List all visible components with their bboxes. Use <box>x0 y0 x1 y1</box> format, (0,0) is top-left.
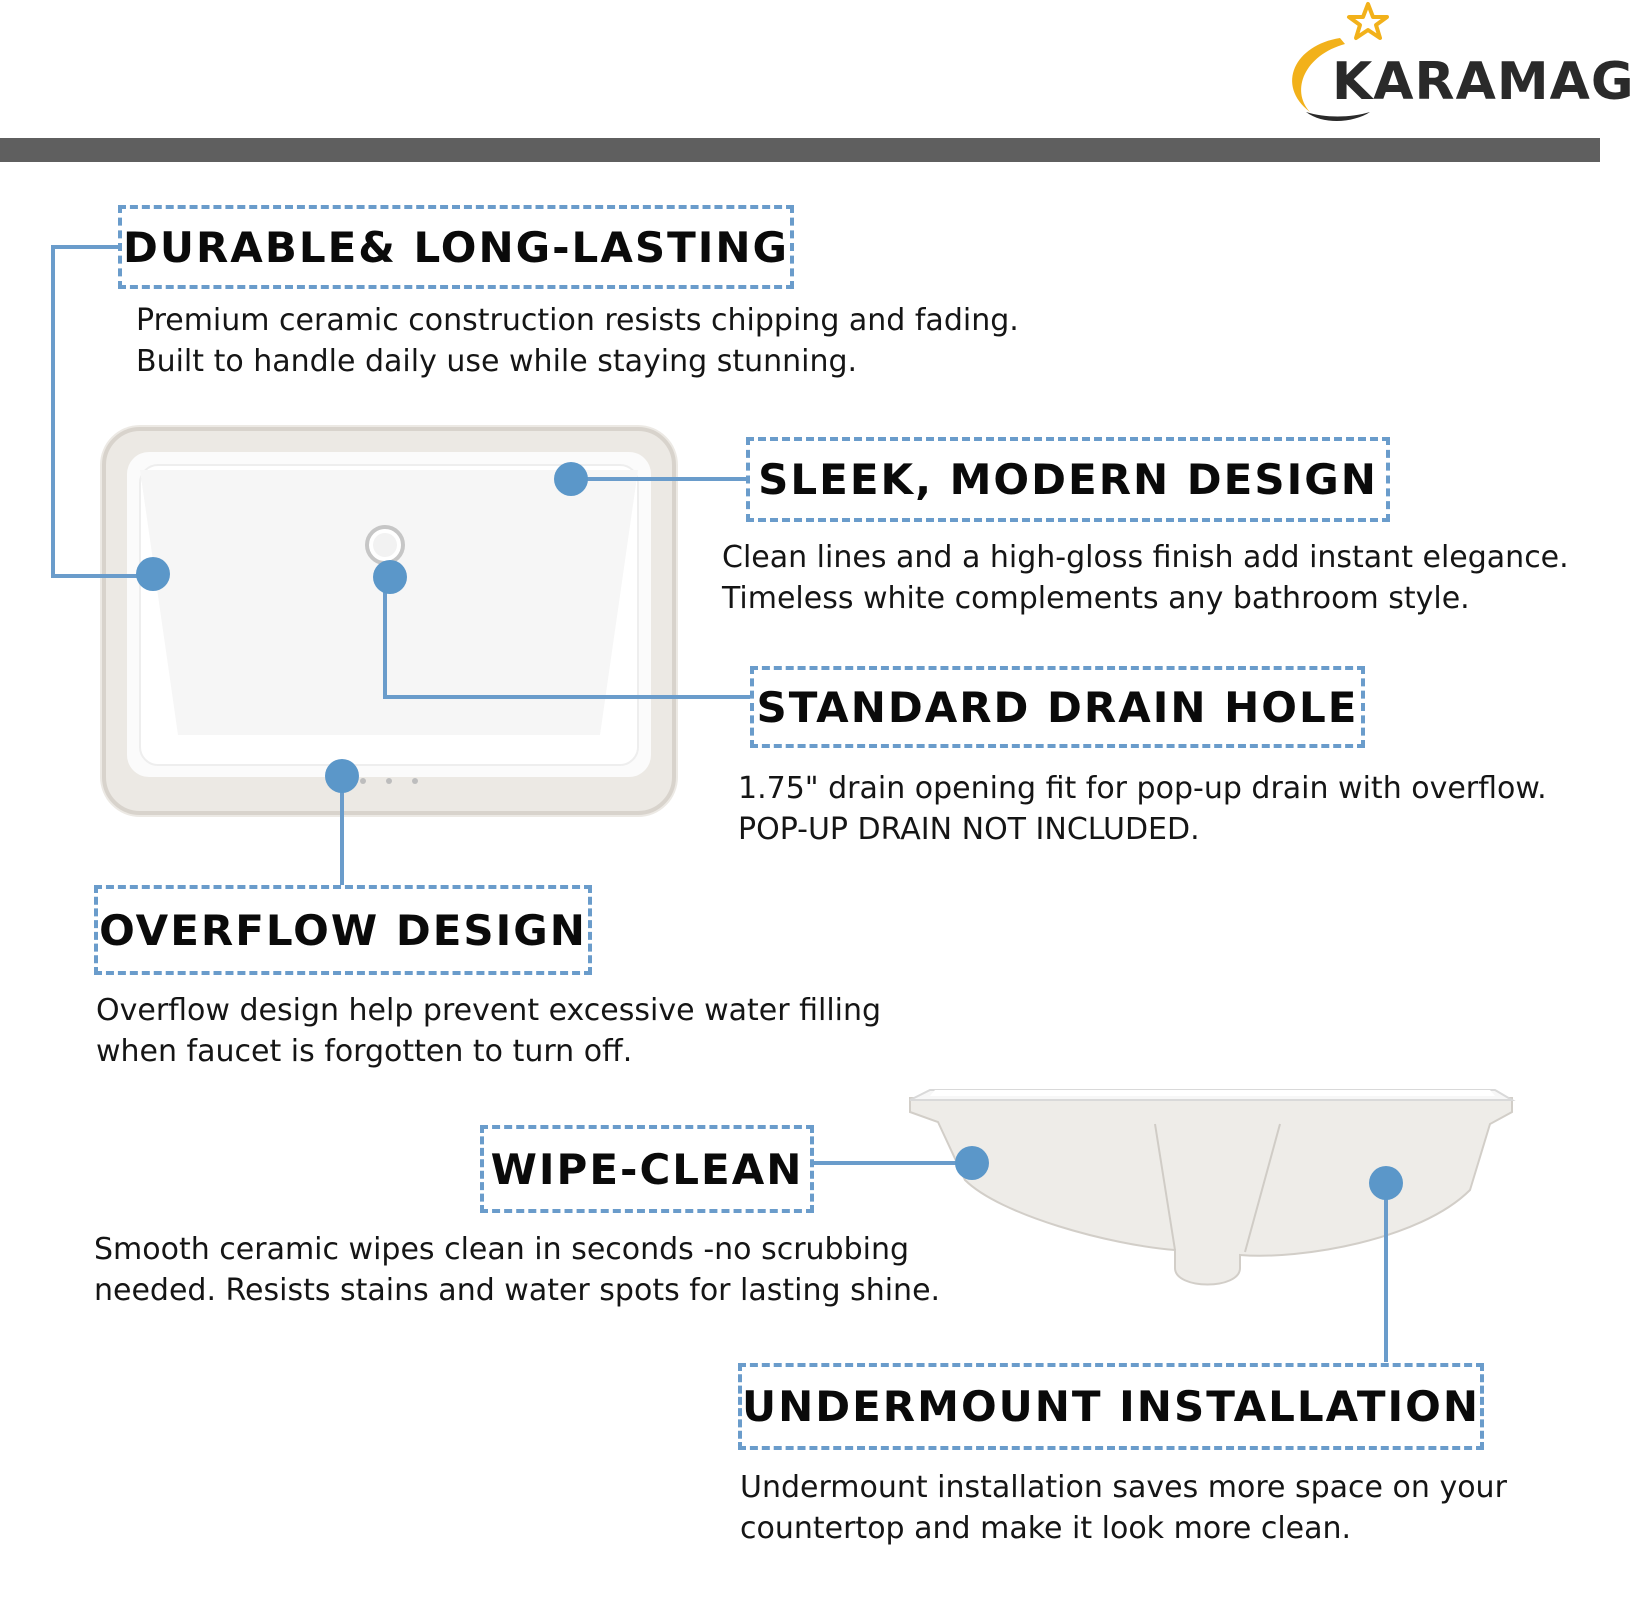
sleek-line-1: Clean lines and a high-gloss finish add instant elegance. <box>722 540 1569 575</box>
undermount-heading: UNDERMOUNT INSTALLATION <box>742 1382 1480 1431</box>
callout-dot-wipe <box>955 1146 989 1180</box>
drain-heading-box <box>750 666 1365 748</box>
durable-heading: DURABLE& LONG-LASTING <box>123 222 789 272</box>
callout-dot-sleek <box>554 462 588 496</box>
callout-dot-drain <box>373 560 407 594</box>
sleek-heading-box <box>746 437 1390 522</box>
wipe-line-1: Smooth ceramic wipes clean in seconds -no scrubbing <box>94 1232 910 1267</box>
sleek-description <box>722 537 1569 619</box>
undermount-line-2: countertop and make it look more clean. <box>740 1511 1352 1546</box>
durable-heading-box <box>118 205 794 289</box>
durable-line-2: Built to handle daily use while staying stunning. <box>136 344 858 379</box>
callout-dot-durable <box>136 557 170 591</box>
sink-top-view-image <box>100 425 678 817</box>
drain-heading: STANDARD DRAIN HOLE <box>756 682 1359 732</box>
drain-line-1: 1.75" drain opening fit for pop-up drain with overflow. <box>738 771 1547 806</box>
undermount-heading-box <box>738 1363 1484 1450</box>
overflow-heading-box <box>94 885 592 975</box>
callout-dot-undermount <box>1369 1166 1403 1200</box>
sleek-heading: SLEEK, MODERN DESIGN <box>758 455 1378 504</box>
durable-description <box>136 300 1019 382</box>
undermount-line-1: Undermount installation saves more space on your <box>740 1470 1507 1505</box>
overflow-line-1: Overflow design help prevent excessive water filling <box>96 993 882 1028</box>
overflow-heading: OVERFLOW DESIGN <box>99 905 587 955</box>
wipe-description <box>94 1229 940 1311</box>
durable-line-1: Premium ceramic construction resists chipping and fading. <box>136 303 1019 338</box>
undermount-description <box>740 1467 1507 1549</box>
sleek-line-2: Timeless white complements any bathroom style. <box>722 581 1470 616</box>
sink-side-view-image <box>910 1090 1512 1285</box>
wipe-heading-box <box>480 1125 814 1213</box>
drain-description <box>738 768 1547 850</box>
overflow-description <box>96 990 881 1072</box>
callout-dot-overflow <box>325 759 359 793</box>
wipe-heading: WIPE-CLEAN <box>490 1144 804 1194</box>
wipe-line-2: needed. Resists stains and water spots for lasting shine. <box>94 1273 941 1308</box>
brand-name: KARAMAG <box>1332 52 1635 112</box>
overflow-line-2: when faucet is forgotten to turn off. <box>96 1034 633 1069</box>
drain-line-2: POP-UP DRAIN NOT INCLUDED. <box>738 812 1200 847</box>
